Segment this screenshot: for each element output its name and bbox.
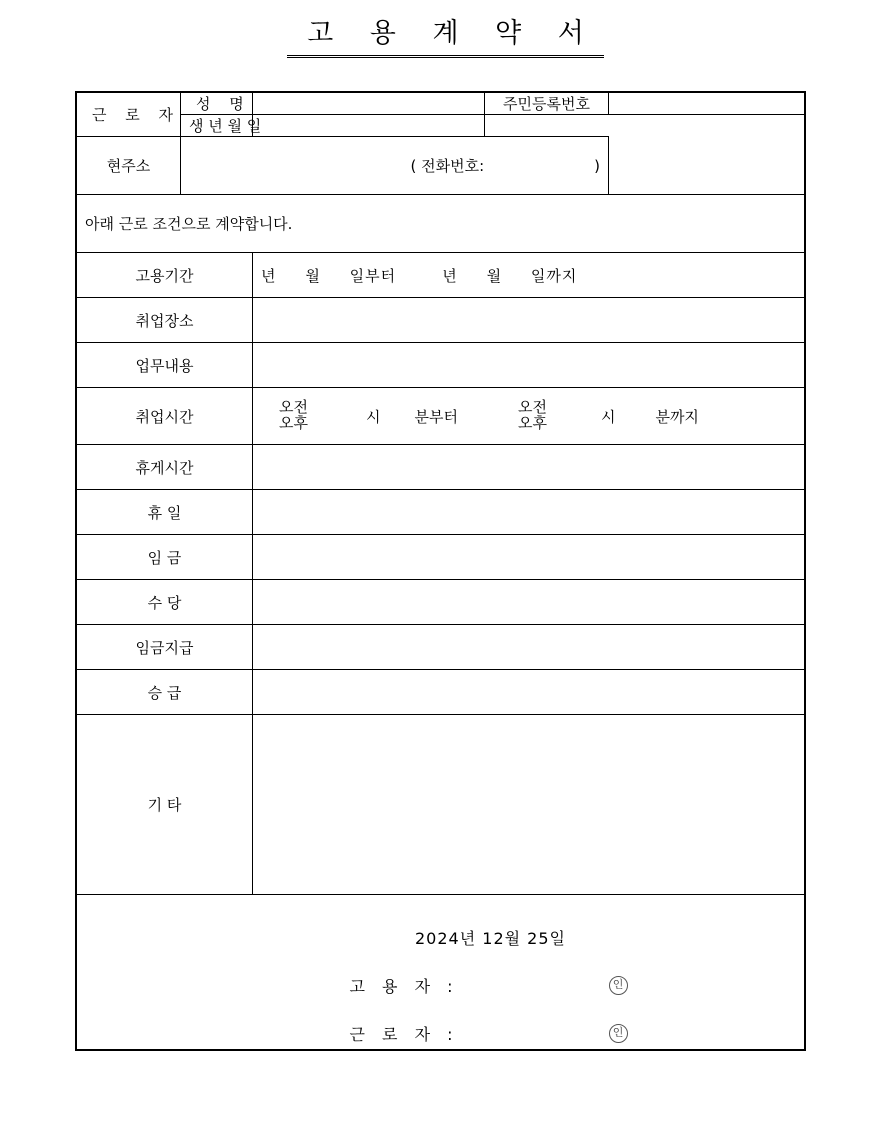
wage-payment-label: 임금지급 bbox=[77, 625, 253, 670]
minute-from-label: 분부터 bbox=[414, 407, 458, 426]
employer-label: 고 용 자 : bbox=[349, 976, 459, 996]
rrn-label: 주민등록번호 bbox=[485, 93, 609, 115]
raise-label: 승 급 bbox=[77, 670, 253, 715]
table-row-worker-name bbox=[77, 93, 805, 115]
name-field[interactable] bbox=[253, 93, 485, 115]
table-row-signature bbox=[77, 895, 805, 1050]
duties-label: 업무내용 bbox=[77, 343, 253, 388]
birth-label: 생 년 월 일 bbox=[181, 115, 253, 137]
worker-signature-row bbox=[85, 1022, 796, 1045]
table-row-workplace bbox=[77, 298, 805, 343]
am-start-label: 오전 bbox=[279, 398, 308, 417]
work-hours-field[interactable] bbox=[253, 388, 805, 445]
table-row-wage bbox=[77, 535, 805, 580]
phone-close-paren: ) bbox=[594, 157, 600, 175]
pm-start-label: 오후 bbox=[279, 414, 308, 432]
allowance-field[interactable] bbox=[253, 580, 805, 625]
address-field[interactable] bbox=[181, 137, 609, 195]
work-hours-label: 취업시간 bbox=[77, 388, 253, 445]
wage-payment-field[interactable] bbox=[253, 625, 805, 670]
break-time-field[interactable] bbox=[253, 445, 805, 490]
holiday-label: 휴 일 bbox=[77, 490, 253, 535]
signature-date: 2024년 12월 25일 bbox=[415, 928, 566, 948]
employment-contract-table bbox=[76, 92, 805, 1050]
raise-field[interactable] bbox=[253, 670, 805, 715]
ampm-start[interactable] bbox=[279, 400, 308, 432]
table-row-etc bbox=[77, 715, 805, 895]
notice-text: 아래 근로 조건으로 계약합니다. bbox=[77, 195, 805, 253]
title-container bbox=[0, 18, 891, 58]
seal-icon: 인 bbox=[609, 976, 628, 995]
etc-field[interactable] bbox=[253, 715, 805, 895]
period-label: 고용기간 bbox=[77, 253, 253, 298]
table-row-notice bbox=[77, 195, 805, 253]
table-row-holiday bbox=[77, 490, 805, 535]
worker-group-label: 근 로 자 bbox=[77, 93, 181, 137]
pm-end-label: 오후 bbox=[517, 414, 547, 432]
break-time-label: 휴게시간 bbox=[77, 445, 253, 490]
rrn-field[interactable] bbox=[609, 93, 805, 115]
table-row-worker-birth bbox=[77, 115, 805, 137]
ampm-end[interactable] bbox=[518, 400, 547, 432]
birth-field[interactable] bbox=[253, 115, 485, 137]
wage-label: 임 금 bbox=[77, 535, 253, 580]
table-row-work-hours bbox=[77, 388, 805, 445]
wage-field[interactable] bbox=[253, 535, 805, 580]
table-row-duties bbox=[77, 343, 805, 388]
holiday-field[interactable] bbox=[253, 490, 805, 535]
signature-block bbox=[77, 895, 805, 1050]
etc-label: 기 타 bbox=[77, 715, 253, 895]
hour-from-label: 시 bbox=[365, 407, 381, 426]
worker-label: 근 로 자 : bbox=[349, 1024, 459, 1044]
table-row-allowance bbox=[77, 580, 805, 625]
name-label: 성 명 bbox=[181, 93, 253, 115]
table-row-period bbox=[77, 253, 805, 298]
table-row-wage-payment bbox=[77, 625, 805, 670]
am-end-label: 오전 bbox=[517, 398, 547, 417]
phone-open-paren: ( 전화번호: bbox=[410, 157, 485, 175]
table-row-address bbox=[77, 137, 805, 195]
seal-icon: 인 bbox=[609, 1024, 628, 1043]
workplace-label: 취업장소 bbox=[77, 298, 253, 343]
hour-to-label: 시 bbox=[600, 407, 616, 426]
table-row-raise bbox=[77, 670, 805, 715]
allowance-label: 수 당 bbox=[77, 580, 253, 625]
workplace-field[interactable] bbox=[253, 298, 805, 343]
period-field[interactable]: 년 월 일부터 년 월 일까지 bbox=[253, 253, 805, 298]
duties-field[interactable] bbox=[253, 343, 805, 388]
table-row-break-time bbox=[77, 445, 805, 490]
address-label: 현주소 bbox=[77, 137, 181, 195]
page-title: 고 용 계 약 서 bbox=[287, 18, 604, 58]
minute-to-label: 분까지 bbox=[655, 407, 699, 426]
employer-signature-row bbox=[85, 974, 796, 997]
